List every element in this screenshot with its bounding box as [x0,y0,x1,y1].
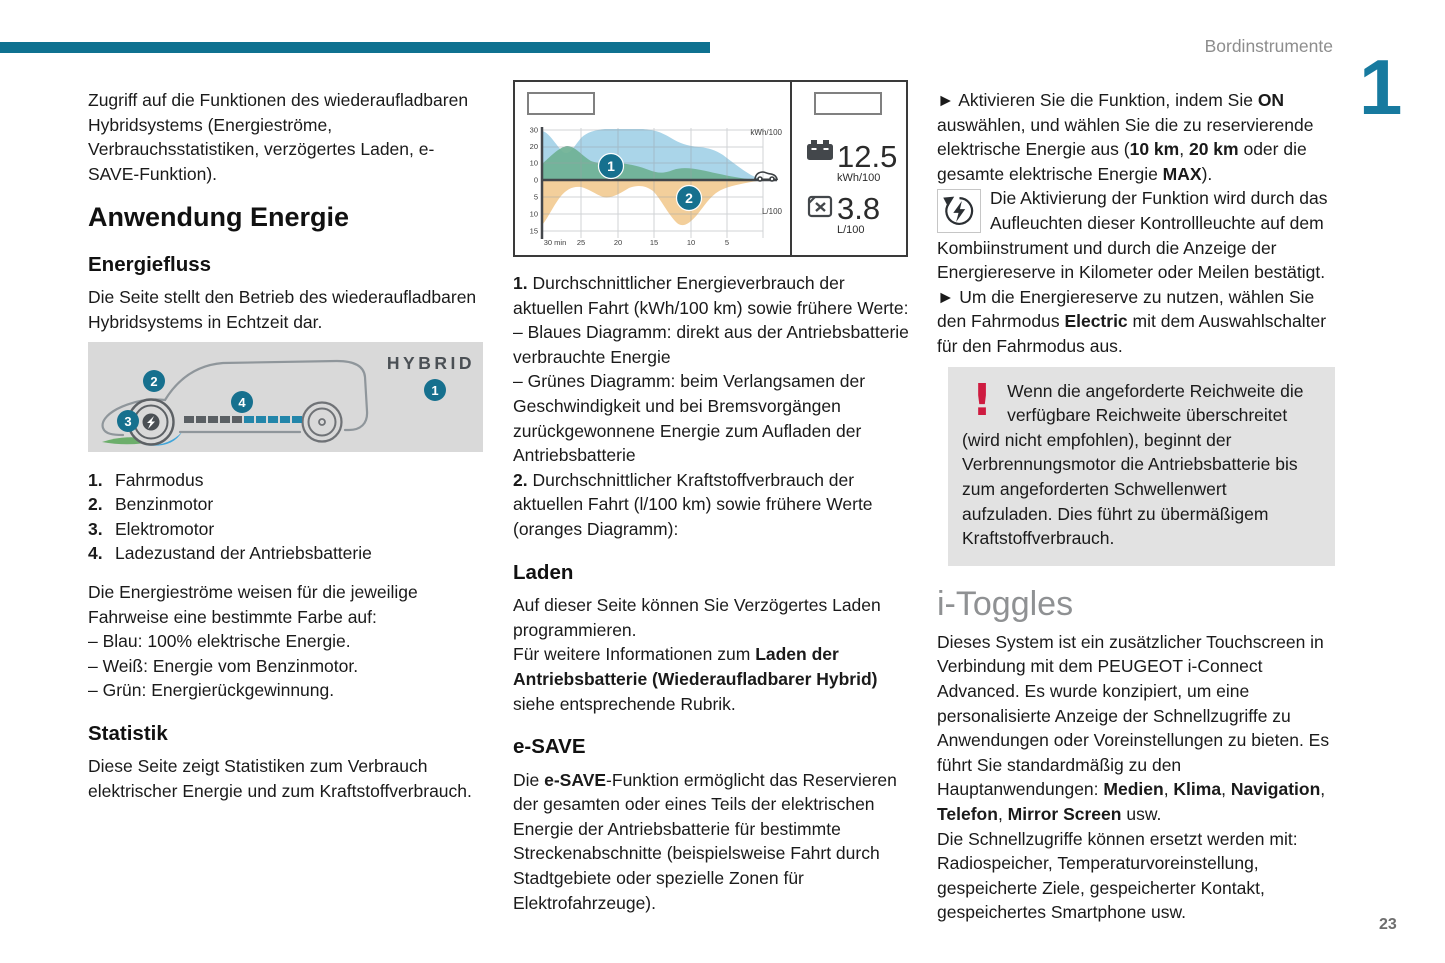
laden-heading: Laden [513,560,574,584]
esave-heading: e-SAVE [513,735,586,759]
battery-icon [807,140,833,160]
svg-text:30 min: 30 min [543,238,567,247]
warning-text: Wenn die angeforderte Reichweite die verfügbare Reichweite überschreitet (wird nicht empfohlen), beginnt der Verbrennungsmotor die Antriebsbatterie bis zum angeforderten Schwellenwert aufzuladen. Dies führt zu übermäßigem Kraftstoffverbrauch. [962,380,1304,549]
svg-text:30: 30 [529,125,538,135]
item1-paragraph: 1. Durchschnittlicher Energieverbrauch der aktuellen Fahrt (kWh/100 km) sowie frühere Werte: [513,273,909,318]
svg-text:3: 3 [124,413,132,429]
svg-text:15: 15 [649,238,659,247]
x-tick-labels [544,238,729,247]
legend-item: 2. Benzinmotor [88,494,214,515]
statistik-paragraph: Diese Seite zeigt Statistiken zum Verbrauch elektrischer Energie und zum Kraftstoffverbrauch. [88,756,472,802]
svg-text:0: 0 [533,175,538,185]
column-1 [88,88,483,804]
svg-text:20: 20 [613,238,623,247]
chart-callout-1 [599,154,624,179]
item1-green-subitem: – Grünes Diagramm: beim Verlangsamen der Geschwindigkeit und bei Bremsvorgängen zurückgewonnene Energie zum Aufladen der Antriebsbatterie [513,371,866,466]
svg-text:2: 2 [150,373,158,389]
fuel-can-icon [809,197,831,216]
svg-text:10: 10 [686,238,696,247]
itoggles-paragraph-1: Dieses System ist ein zusätzlicher Touchscreen in Verbindung mit dem PEUGEOT i-Connect Advanced. Es wurde konzipiert, um eine personalisierte Anzeige der Schnellzugriffe zu Anwendungen oder Voreinstellungen zu bieten. Es führt Sie standardmäßig zu den Hauptanwendungen: Medien, Klima, Navigation, Telefon, Mirror Screen usw. [937,631,1330,824]
svg-text:15: 15 [529,226,538,236]
callout-badge-2 [143,370,165,392]
activate-instruction: ► Aktivieren Sie die Funktion, indem Sie ON auswählen, und wählen Sie die zu reservierende elektrische Energie aus (10 km, 20 km oder die gesamte elektrische Energie MAX). [937,90,1314,184]
itoggles-heading: i-Toggles [937,584,1074,623]
intro-paragraph: Zugriff auf die Funktionen des wiederaufladbaren Hybridsystems (Energieströme, Verbrauchsstatistiken, verzögertes Laden, e-SAVE-Funktion). [88,90,469,184]
hybrid-car-figure [88,342,483,452]
esave-indicator-icon [937,189,981,233]
energy-reading-value: 12.5 [837,139,898,174]
y-tick-labels [530,126,538,236]
figure-legend [88,468,483,566]
color-bullet-blue: – Blau: 100% elektrische Energie. [88,631,351,652]
lightning-bolt-icon [953,201,965,222]
laden-paragraph-2: Für weitere Informationen zum Laden der Antriebsbatterie (Wiederaufladbarer Hybrid) siehe entsprechende Rubrik. [513,644,878,714]
laden-paragraph-1: Auf dieser Seite können Sie Verzögertes Laden programmieren. [513,595,881,640]
chart-callout-2 [677,186,702,211]
hybrid-label: HYBRID [386,352,475,373]
statistik-heading: Statistik [88,721,168,745]
consumption-chart [515,82,906,255]
item2-paragraph: 2. Durchschnittlicher Kraftstoffverbrauch der aktuellen Fahrt (l/100 km) sowie frühere Werte (oranges Diagramm): [513,469,873,539]
svg-text:25: 25 [576,238,586,247]
energiefluss-paragraph: Die Seite stellt den Betrieb des wiederaufladbaren Hybridsystems in Echtzeit dar. [88,287,477,332]
orange-fuel-area [542,180,762,225]
energy-reading-unit: kWh/100 [837,172,881,184]
car-icon [755,172,777,181]
display-tab-button-right[interactable] [815,93,881,114]
callout-badge-1 [424,379,446,401]
svg-text:10: 10 [529,209,538,219]
legend-item: 4. Ladezustand der Antriebsbatterie [88,543,372,564]
page-number: 23 [1379,916,1397,933]
callout-badge-3 [117,410,139,432]
display-tab-button-left[interactable] [528,93,594,114]
column-2 [513,80,911,915]
warning-box [948,367,1335,566]
energy-colors-paragraph: Die Energieströme weisen für die jeweilige Fahrweise eine bestimmte Farbe auf: [88,581,418,627]
reserve-instruction: ► Um die Energiereserve zu nutzen, wählen Sie den Fahrmodus Electric mit dem Auswahlschalter für den Fahrmodus aus. [937,286,1327,356]
running-header: Bordinstrumente [1204,36,1333,56]
legend-item: 3. Elektromotor [88,518,215,539]
chapter-number: 1 [1359,43,1403,131]
color-bullet-green: – Grün: Energierückgewinnung. [88,680,335,701]
rear-wheel [303,402,342,441]
svg-text:20: 20 [529,142,538,151]
callout-badge-4 [231,391,253,413]
fuel-reading-unit: L/100 [837,224,865,236]
svg-text:2: 2 [685,190,693,206]
svg-text:1: 1 [431,382,439,398]
unit-bottom-label: L/100 [761,207,782,216]
chapter-color-bar [0,42,710,53]
section-title: Anwendung Energie [88,202,350,233]
column-3 [937,88,1335,925]
svg-text:10: 10 [529,158,538,168]
itoggles-paragraph-2: Die Schnellzugriffe können ersetzt werden mit: Radiospeicher, Temperaturvoreinstellung, gespeicherte Ziele, gespeicherter Kontakt, gespeichertes Smartphone usw. [937,828,1298,923]
item1-blue-subitem: – Blaues Diagramm: direkt aus der Antriebsbatterie verbrauchte Energie [513,322,909,367]
indicator-block [937,186,1335,284]
svg-text:1: 1 [607,158,615,174]
svg-text:5: 5 [533,192,538,202]
indicator-paragraph: Die Aktivierung der Funktion wird durch das Aufleuchten dieser Kontrollleuchte auf dem Kombiinstrument und durch die Anzeige der Energiereserve in Kilometer oder Meilen bestätigt. [937,188,1328,283]
consumption-display-figure [513,80,908,257]
warning-exclamation-icon: ! [972,374,993,426]
esave-paragraph: Die e-SAVE-Funktion ermöglicht das Reservieren der gesamten oder eines Teils der elektrischen Energie der Antriebsbatterie für bestimmte Streckenabschnitte (beispielsweise Fahrt durch Stadtgebiete oder spezielle Zonen für Elektrofahrzeuge). [513,769,897,913]
legend-item: 1. Fahrmodus [88,469,204,490]
unit-top-label: kWh/100 [750,128,782,137]
energiefluss-heading: Energiefluss [88,252,212,276]
arrow-head [943,197,954,207]
color-bullet-white: – Weiß: Energie vom Benzinmotor. [88,655,359,676]
fuel-reading-value: 3.8 [837,191,881,226]
svg-text:5: 5 [724,238,730,247]
svg-text:4: 4 [238,394,246,410]
